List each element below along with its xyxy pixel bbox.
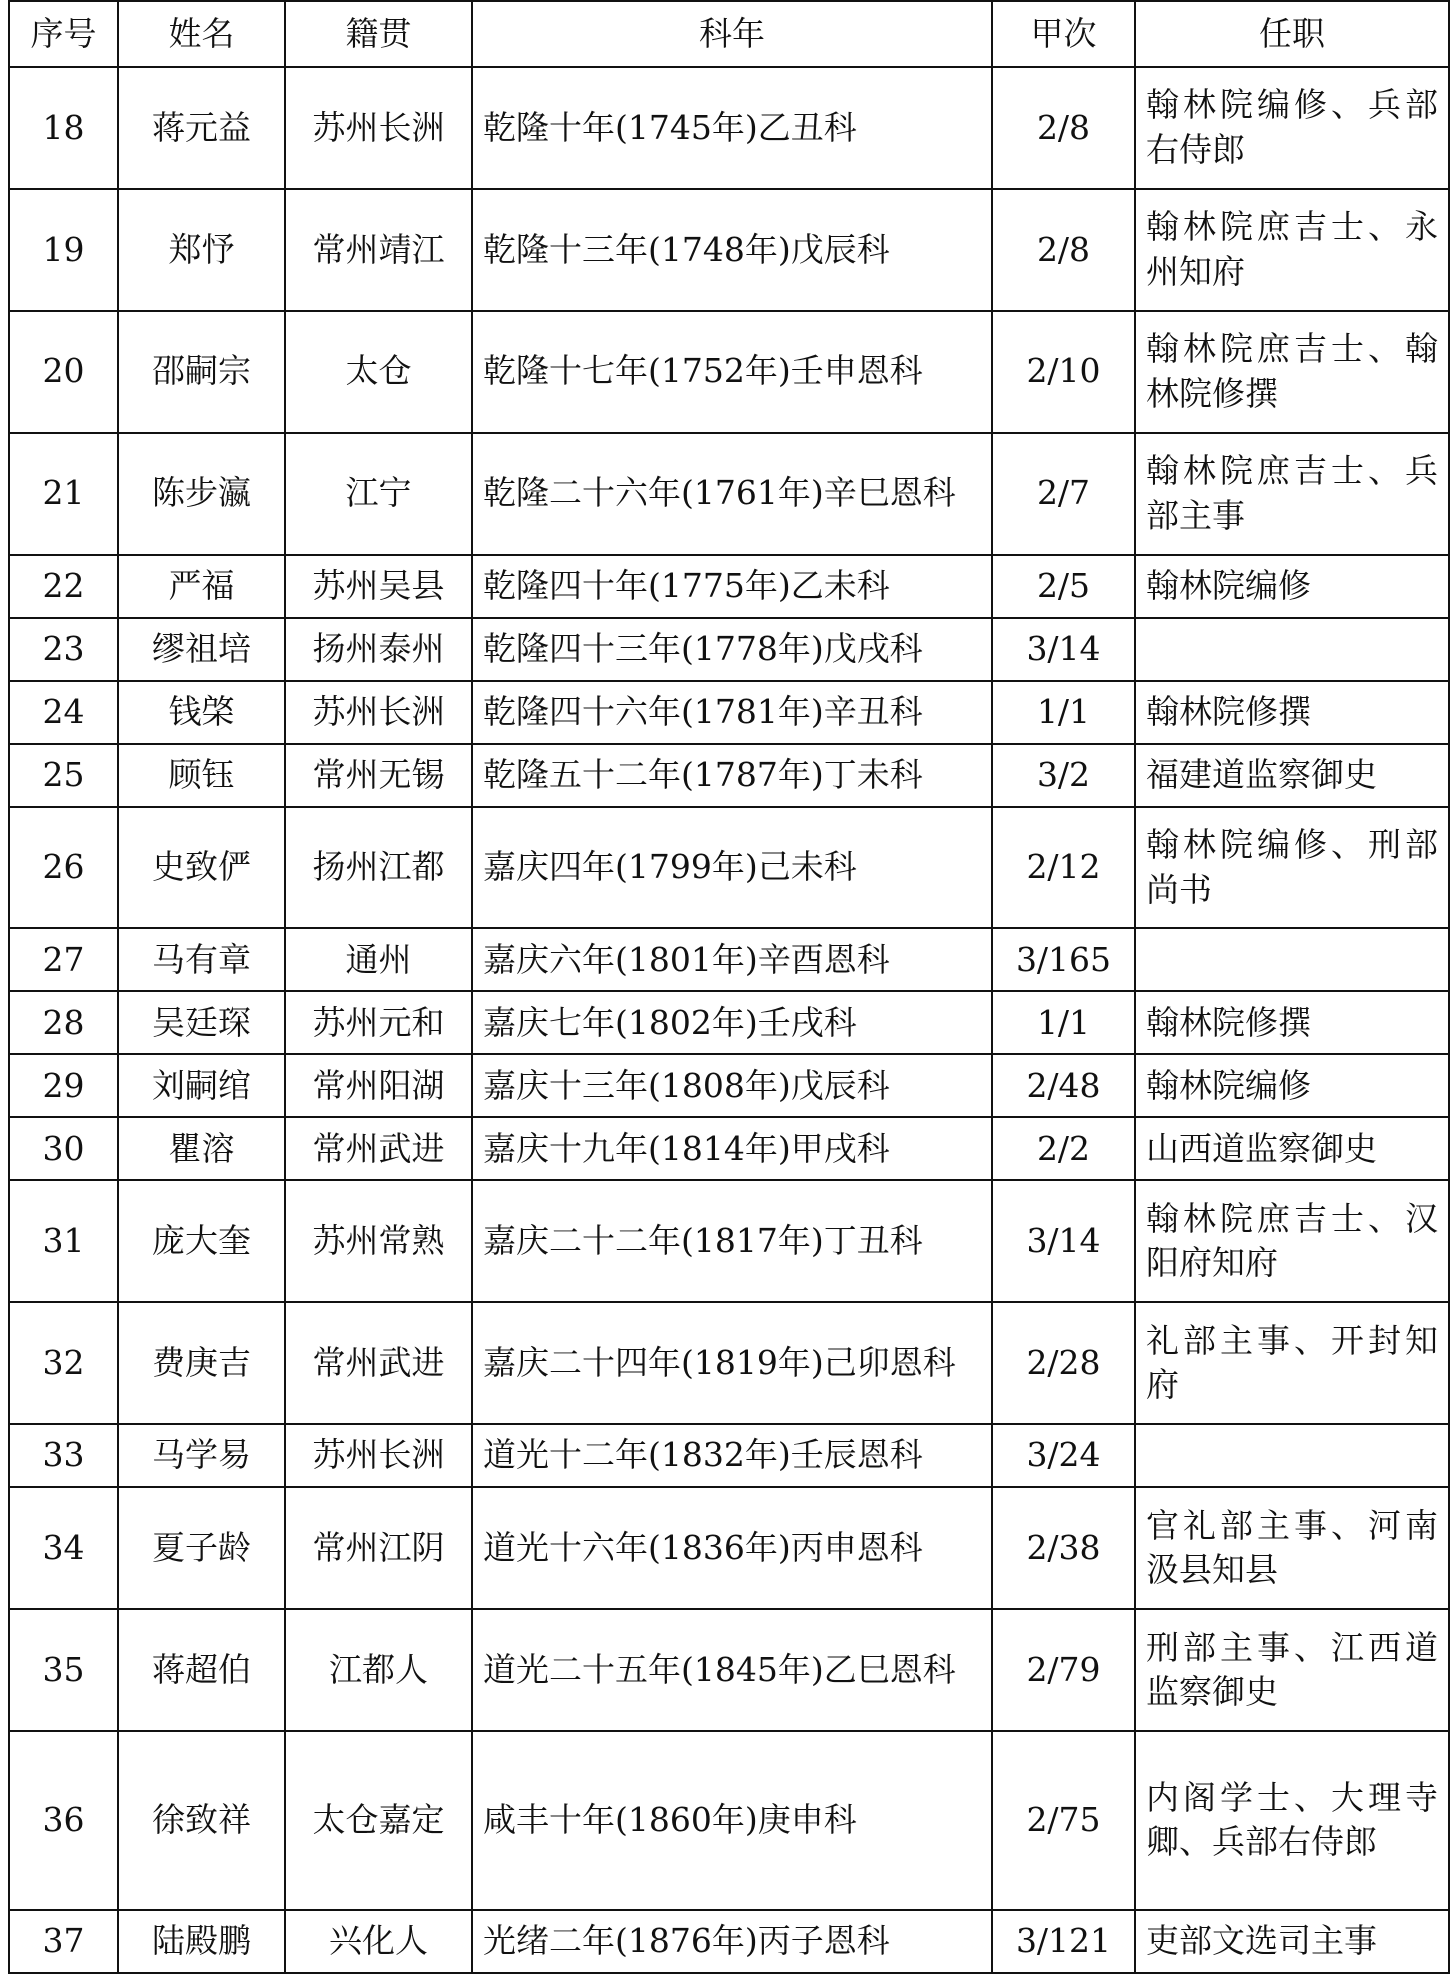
row-rank: 2/12 [992, 807, 1135, 929]
row-post: 翰林院庶吉士、翰林院修撰 [1135, 311, 1449, 433]
row-post: 翰林院修撰 [1135, 681, 1449, 744]
row-name: 邵嗣宗 [118, 311, 285, 433]
row-post: 翰林院编修、刑部尚书 [1135, 807, 1449, 929]
header-no: 序号 [9, 1, 118, 67]
row-post: 福建道监察御史 [1135, 744, 1449, 807]
table-row [9, 807, 1449, 929]
row-year: 乾隆二十六年(1761年)辛巳恩科 [472, 433, 992, 555]
table-row [9, 433, 1449, 555]
table-row [9, 1180, 1449, 1302]
table-row [9, 1054, 1449, 1117]
row-origin: 常州靖江 [285, 189, 472, 311]
table-row [9, 681, 1449, 744]
row-no: 22 [9, 555, 118, 618]
row-post: 内阁学士、大理寺卿、兵部右侍郎 [1135, 1731, 1449, 1910]
table-row [9, 1910, 1449, 1973]
row-origin: 扬州泰州 [285, 618, 472, 681]
row-rank: 2/7 [992, 433, 1135, 555]
row-no: 27 [9, 928, 118, 991]
row-year: 嘉庆二十二年(1817年)丁丑科 [472, 1180, 992, 1302]
row-name: 顾钰 [118, 744, 285, 807]
row-origin: 苏州元和 [285, 991, 472, 1054]
row-year: 乾隆十年(1745年)乙丑科 [472, 67, 992, 189]
row-rank: 2/38 [992, 1487, 1135, 1609]
row-origin: 苏州长洲 [285, 67, 472, 189]
header-year: 科年 [472, 1, 992, 67]
row-name: 钱棨 [118, 681, 285, 744]
row-rank: 3/14 [992, 1180, 1135, 1302]
row-post: 官礼部主事、河南汲县知县 [1135, 1487, 1449, 1609]
row-no: 30 [9, 1117, 118, 1180]
row-post: 翰林院编修 [1135, 1054, 1449, 1117]
row-no: 24 [9, 681, 118, 744]
row-post: 翰林院编修 [1135, 555, 1449, 618]
row-post [1135, 618, 1449, 681]
table-row [9, 1424, 1449, 1487]
row-year: 道光二十五年(1845年)乙巳恩科 [472, 1609, 992, 1731]
row-year: 乾隆四十年(1775年)乙未科 [472, 555, 992, 618]
row-post: 刑部主事、江西道监察御史 [1135, 1609, 1449, 1731]
jinshi-table [8, 0, 1450, 1974]
header-origin: 籍贯 [285, 1, 472, 67]
header-rank: 甲次 [992, 1, 1135, 67]
row-rank: 2/28 [992, 1302, 1135, 1424]
row-origin: 江都人 [285, 1609, 472, 1731]
row-post: 翰林院庶吉士、兵部主事 [1135, 433, 1449, 555]
row-rank: 2/10 [992, 311, 1135, 433]
row-post: 翰林院修撰 [1135, 991, 1449, 1054]
table-row [9, 1609, 1449, 1731]
row-no: 25 [9, 744, 118, 807]
table-row [9, 311, 1449, 433]
row-rank: 2/8 [992, 189, 1135, 311]
row-origin: 苏州长洲 [285, 1424, 472, 1487]
table-row [9, 744, 1449, 807]
row-rank: 1/1 [992, 991, 1135, 1054]
row-no: 33 [9, 1424, 118, 1487]
row-rank: 3/24 [992, 1424, 1135, 1487]
row-year: 嘉庆七年(1802年)壬戌科 [472, 991, 992, 1054]
row-year: 嘉庆六年(1801年)辛酉恩科 [472, 928, 992, 991]
row-rank: 2/5 [992, 555, 1135, 618]
table-row [9, 1487, 1449, 1609]
row-rank: 3/121 [992, 1910, 1135, 1973]
row-year: 道光十六年(1836年)丙申恩科 [472, 1487, 992, 1609]
table-row [9, 618, 1449, 681]
row-origin: 苏州长洲 [285, 681, 472, 744]
row-name: 徐致祥 [118, 1731, 285, 1910]
row-no: 32 [9, 1302, 118, 1424]
row-name: 陈步瀛 [118, 433, 285, 555]
row-year: 乾隆十七年(1752年)壬申恩科 [472, 311, 992, 433]
row-no: 26 [9, 807, 118, 929]
row-origin: 太仓嘉定 [285, 1731, 472, 1910]
row-post: 翰林院庶吉士、永州知府 [1135, 189, 1449, 311]
row-rank: 2/79 [992, 1609, 1135, 1731]
row-origin: 苏州吴县 [285, 555, 472, 618]
row-year: 乾隆四十三年(1778年)戊戌科 [472, 618, 992, 681]
row-origin: 常州武进 [285, 1117, 472, 1180]
row-rank: 2/8 [992, 67, 1135, 189]
row-origin: 太仓 [285, 311, 472, 433]
row-rank: 2/48 [992, 1054, 1135, 1117]
table-row [9, 1117, 1449, 1180]
row-post: 礼部主事、开封知府 [1135, 1302, 1449, 1424]
table-row [9, 991, 1449, 1054]
row-origin: 扬州江都 [285, 807, 472, 929]
header-row [9, 1, 1449, 67]
row-name: 庞大奎 [118, 1180, 285, 1302]
table-row [9, 189, 1449, 311]
row-year: 嘉庆二十四年(1819年)己卯恩科 [472, 1302, 992, 1424]
row-name: 缪祖培 [118, 618, 285, 681]
row-name: 史致俨 [118, 807, 285, 929]
row-year: 嘉庆十三年(1808年)戊辰科 [472, 1054, 992, 1117]
row-rank: 2/75 [992, 1731, 1135, 1910]
row-rank: 3/165 [992, 928, 1135, 991]
row-post: 山西道监察御史 [1135, 1117, 1449, 1180]
row-name: 马学易 [118, 1424, 285, 1487]
row-post: 翰林院编修、兵部右侍郎 [1135, 67, 1449, 189]
header-name: 姓名 [118, 1, 285, 67]
row-name: 费庚吉 [118, 1302, 285, 1424]
row-year: 乾隆五十二年(1787年)丁未科 [472, 744, 992, 807]
row-no: 28 [9, 991, 118, 1054]
row-year: 光绪二年(1876年)丙子恩科 [472, 1910, 992, 1973]
row-origin: 苏州常熟 [285, 1180, 472, 1302]
row-no: 20 [9, 311, 118, 433]
row-no: 36 [9, 1731, 118, 1910]
row-origin: 通州 [285, 928, 472, 991]
row-post [1135, 928, 1449, 991]
row-name: 陆殿鹏 [118, 1910, 285, 1973]
row-origin: 常州阳湖 [285, 1054, 472, 1117]
row-year: 道光十二年(1832年)壬辰恩科 [472, 1424, 992, 1487]
row-origin: 兴化人 [285, 1910, 472, 1973]
table-row [9, 1302, 1449, 1424]
row-year: 嘉庆十九年(1814年)甲戌科 [472, 1117, 992, 1180]
row-rank: 2/2 [992, 1117, 1135, 1180]
row-rank: 3/14 [992, 618, 1135, 681]
row-rank: 3/2 [992, 744, 1135, 807]
table-row [9, 555, 1449, 618]
row-post [1135, 1424, 1449, 1487]
row-year: 乾隆十三年(1748年)戊辰科 [472, 189, 992, 311]
row-no: 37 [9, 1910, 118, 1973]
row-name: 蒋元益 [118, 67, 285, 189]
row-origin: 江宁 [285, 433, 472, 555]
table-row [9, 1731, 1449, 1910]
row-no: 23 [9, 618, 118, 681]
row-name: 瞿溶 [118, 1117, 285, 1180]
row-name: 吴廷琛 [118, 991, 285, 1054]
row-origin: 常州无锡 [285, 744, 472, 807]
row-year: 咸丰十年(1860年)庚申科 [472, 1731, 992, 1910]
row-post: 吏部文选司主事 [1135, 1910, 1449, 1973]
table-row [9, 928, 1449, 991]
table-row [9, 67, 1449, 189]
row-year: 嘉庆四年(1799年)己未科 [472, 807, 992, 929]
row-no: 18 [9, 67, 118, 189]
row-year: 乾隆四十六年(1781年)辛丑科 [472, 681, 992, 744]
row-origin: 常州江阴 [285, 1487, 472, 1609]
row-name: 夏子龄 [118, 1487, 285, 1609]
row-no: 34 [9, 1487, 118, 1609]
row-origin: 常州武进 [285, 1302, 472, 1424]
row-no: 29 [9, 1054, 118, 1117]
header-post: 任职 [1135, 1, 1449, 67]
row-no: 19 [9, 189, 118, 311]
row-rank: 1/1 [992, 681, 1135, 744]
row-no: 35 [9, 1609, 118, 1731]
row-name: 马有章 [118, 928, 285, 991]
row-name: 严福 [118, 555, 285, 618]
row-name: 刘嗣绾 [118, 1054, 285, 1117]
row-no: 21 [9, 433, 118, 555]
row-post: 翰林院庶吉士、汉阳府知府 [1135, 1180, 1449, 1302]
row-no: 31 [9, 1180, 118, 1302]
row-name: 蒋超伯 [118, 1609, 285, 1731]
row-name: 郑忬 [118, 189, 285, 311]
